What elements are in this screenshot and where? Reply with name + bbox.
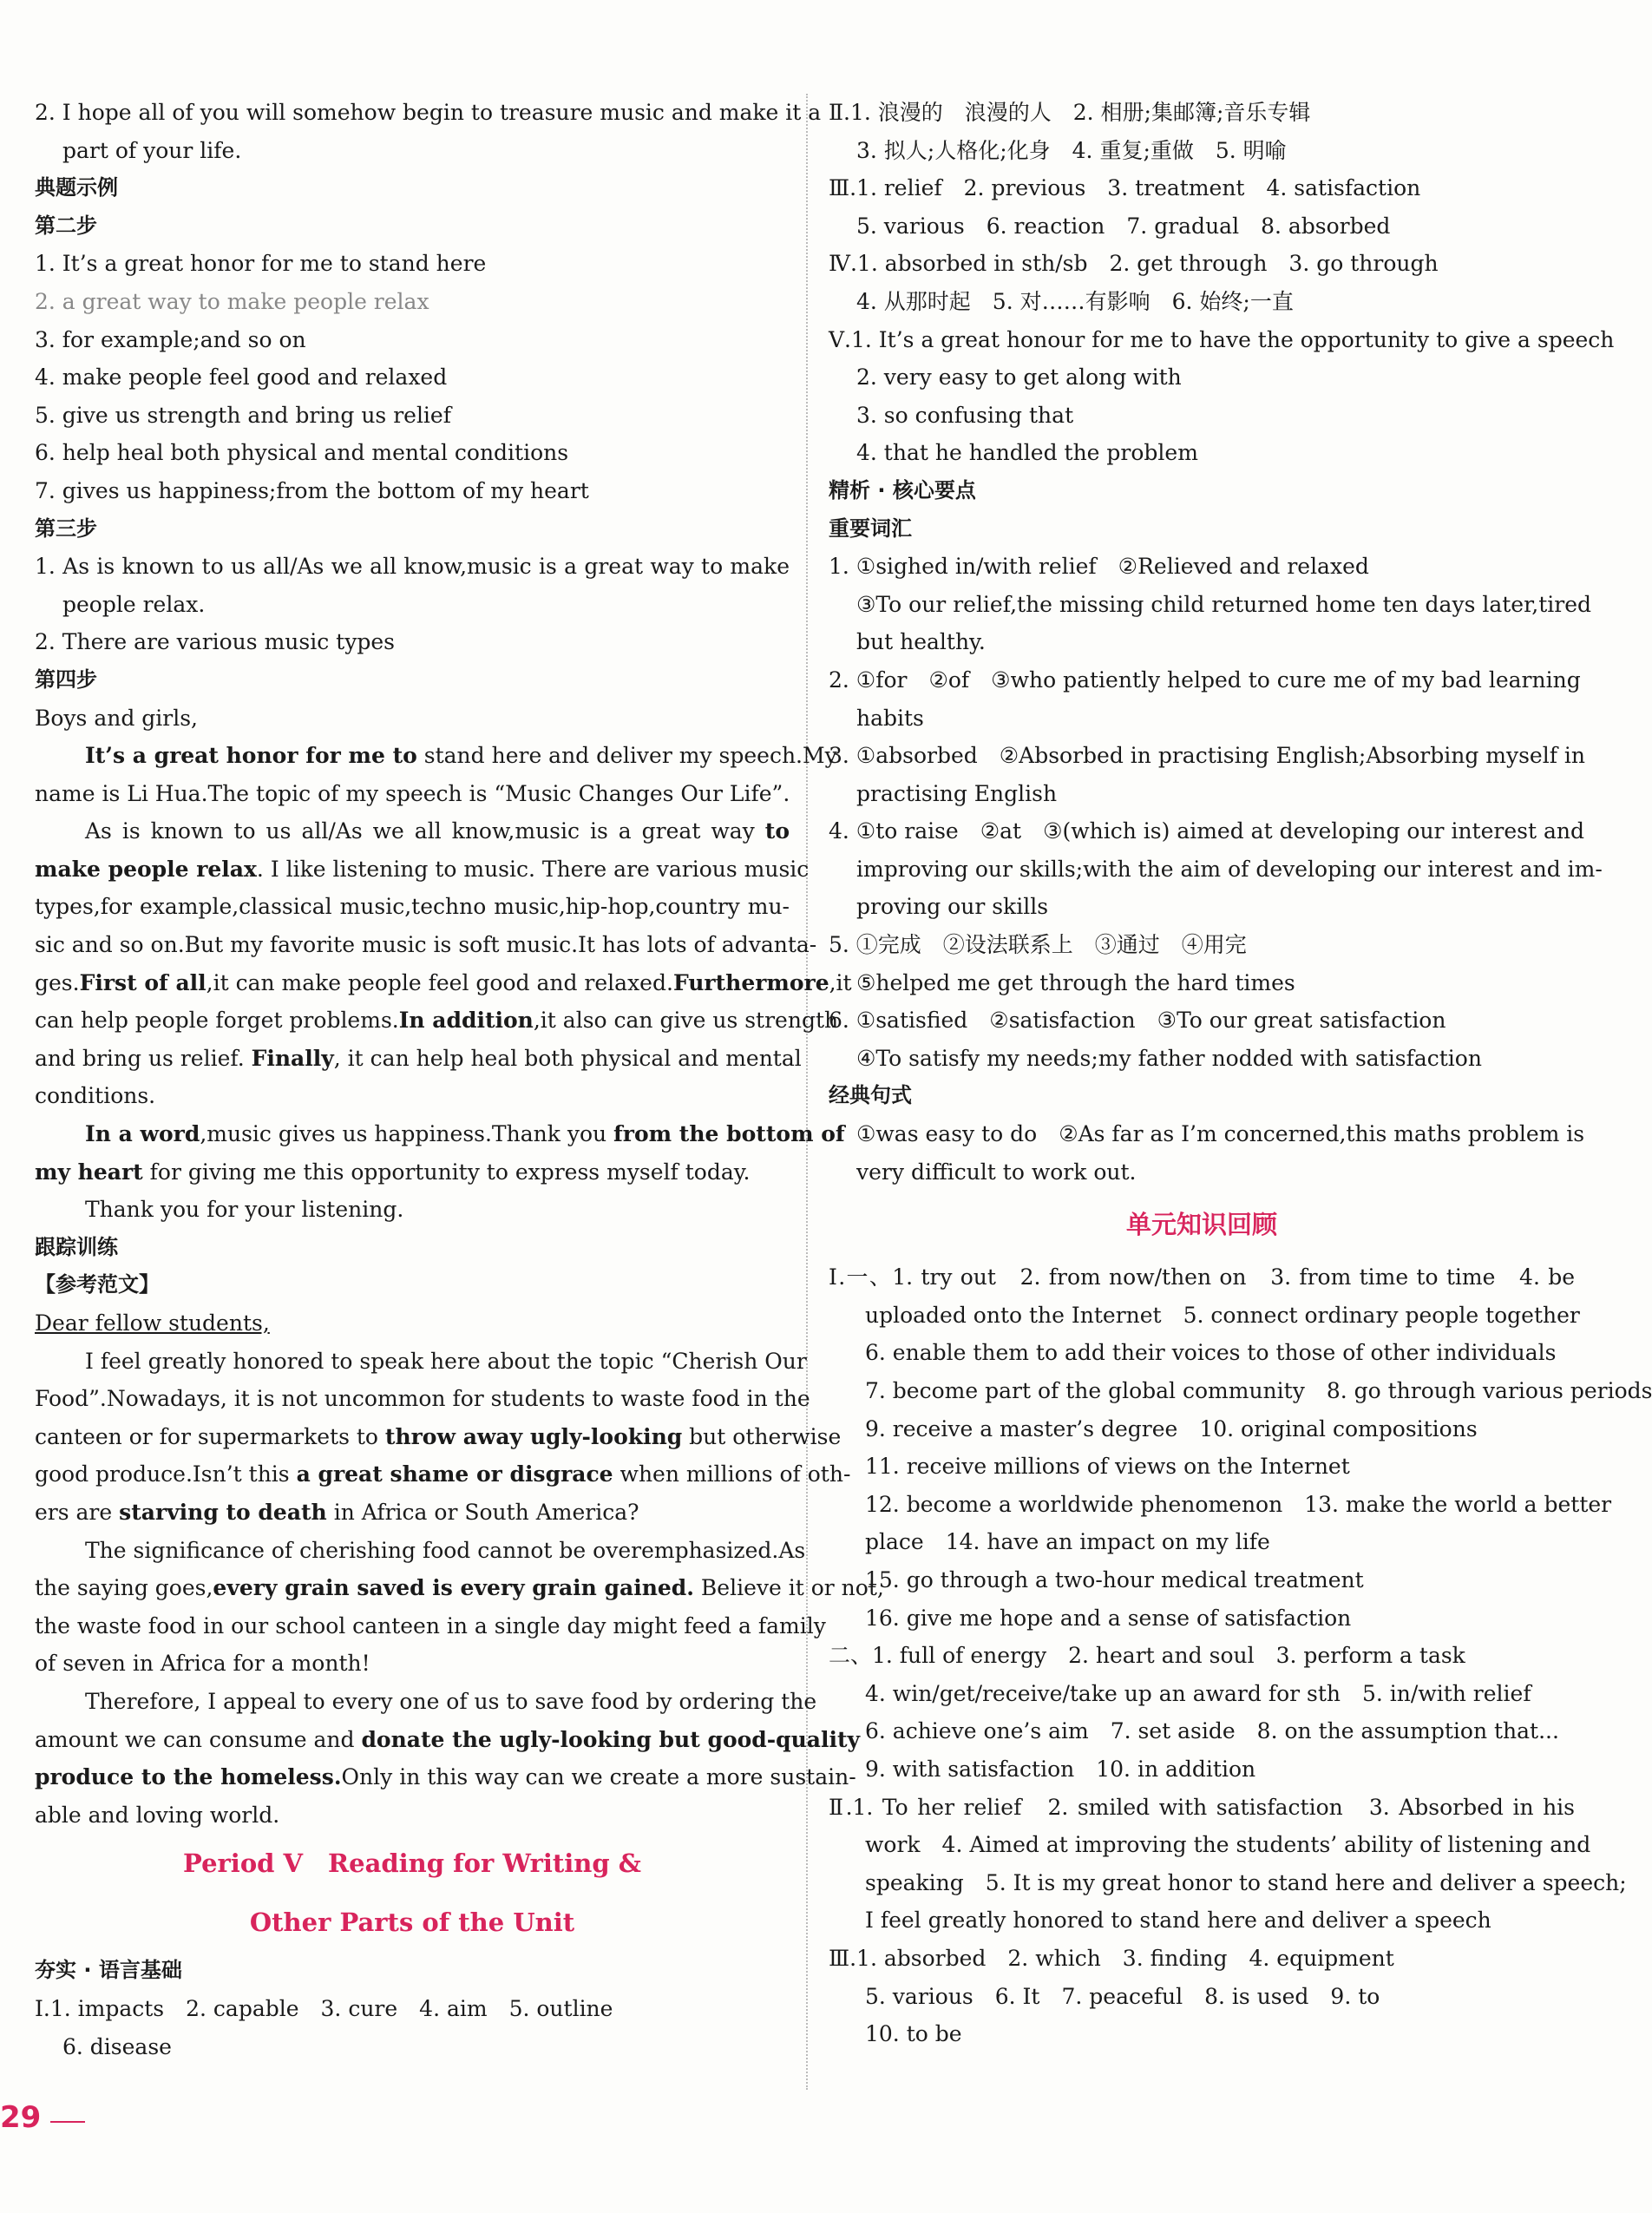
answer-line: 4. that he handled the problem (856, 440, 1198, 466)
text-line: part of your life. (62, 137, 242, 163)
answer-line: 16. give me hope and a sense of satisfaction (865, 1605, 1352, 1631)
answer-line: 2. ①for ②of ③who patiently helped to cure me of my bad learning (829, 667, 1581, 693)
answer-line: habits (856, 705, 924, 731)
phrase: ers are (35, 1499, 120, 1525)
text-line (35, 1455, 851, 1494)
bold-phrase: make people relax (35, 856, 257, 882)
list-item: 7. gives us happiness;from the bottom of my heart (35, 477, 589, 503)
phrase: can help people forget problems. (35, 1008, 399, 1034)
section-heading: 【参考范文】 (35, 1272, 160, 1297)
list-item: 3. for example;and so on (35, 326, 306, 352)
answer-line: proving our skills (856, 894, 1049, 920)
phrase: for giving me this opportunity to express myself today. (142, 1159, 751, 1185)
answer-line: ④To satisfy my needs;my father nodded with satisfaction (856, 1045, 1482, 1071)
phrase: amount we can consume and (35, 1726, 362, 1752)
answer-line: place 14. have an impact on my life (865, 1529, 1270, 1555)
section-heading: 夯实 · 语言基础 (35, 1958, 182, 1983)
period-title-line1: Period Ⅴ Reading for Writing & (183, 1849, 641, 1879)
phrase: when millions of oth- (613, 1461, 851, 1487)
text-line (35, 1115, 845, 1153)
answer-line: 6. ①satisfied ②satisfaction ③To our great satisfaction (829, 1008, 1446, 1034)
phrase: ,music gives us happiness.Thank you (200, 1121, 614, 1147)
bold-phrase: starving to death (119, 1499, 327, 1525)
bold-phrase: Finally (251, 1045, 334, 1071)
answer-line: 5. various 6. It 7. peaceful 8. is used 9. to (865, 1983, 1380, 2009)
salutation: Dear fellow students, (35, 1310, 270, 1336)
answer-line: Ⅲ.1. absorbed 2. which 3. finding 4. equipment (829, 1945, 1394, 1971)
bold-phrase: from the bottom of (613, 1121, 845, 1147)
bold-phrase: to (764, 818, 790, 844)
answer-line: improving our skills;with the aim of developing our interest and im- (856, 856, 1603, 882)
answer-line: 9. receive a master’s degree 10. original compositions (865, 1415, 1478, 1441)
step-heading: 第二步 (35, 213, 97, 238)
answer-line: uploaded onto the Internet 5. connect ordinary people together (865, 1302, 1580, 1328)
bold-phrase: In a word (85, 1121, 200, 1147)
bold-phrase: throw away ugly-looking (384, 1423, 683, 1449)
bold-phrase: produce to the homeless. (35, 1764, 342, 1790)
answer-line: 2. very easy to get along with (856, 364, 1182, 391)
right-column (829, 94, 1652, 2053)
text-line (35, 1040, 802, 1078)
phrase: in Africa or South America? (326, 1499, 639, 1525)
text-line: The significance of cherishing food cannot be overemphasized.As (85, 1537, 806, 1563)
answer-line: 3. 拟人;人格化;化身 4. 重复;重做 5. 明喻 (856, 137, 1287, 163)
text-line (35, 1494, 790, 1532)
text-line (35, 850, 810, 889)
bold-phrase: It’s a great honor for me to (85, 743, 417, 769)
phrase: good produce.Isn’t this (35, 1461, 297, 1487)
step-heading: 第三步 (35, 515, 97, 541)
text-line: able and loving world. (35, 1802, 280, 1828)
section-heading: 经典句式 (829, 1083, 912, 1108)
phrase: ,it also can give us strength (533, 1008, 839, 1034)
phrase: . I like listening to music. There are various music (256, 856, 810, 882)
answer-line: work 4. Aimed at improving the students’ ability of listening and (865, 1832, 1591, 1858)
answer-line: Ⅳ.1. absorbed in sth/sb 2. get through 3. go through (829, 251, 1439, 277)
text-line (35, 1758, 856, 1796)
phrase: stand here and deliver my speech.My (416, 743, 837, 769)
unit-review-title: 单元知识回顾 (1125, 1210, 1277, 1240)
answer-line: 6. achieve one’s aim 7. set aside 8. on the assumption that... (865, 1718, 1559, 1744)
bold-phrase: In addition (398, 1008, 534, 1034)
bold-phrase: a great shame or disgrace (296, 1461, 613, 1487)
answer-line: ③To our relief,the missing child returned home ten days later,tired (856, 591, 1592, 617)
list-item: 2. There are various music types (35, 629, 395, 655)
answer-line: Ⅱ.1. 浪漫的 浪漫的人 2. 相册;集邮簿;音乐专辑 (829, 100, 1311, 125)
bold-phrase: my heart (35, 1159, 143, 1185)
period-title-line2: Other Parts of the Unit (249, 1908, 575, 1938)
answer-line: ①was easy to do ②As far as I’m concerned,this maths problem is (856, 1121, 1585, 1147)
greeting: Boys and girls, (35, 705, 199, 731)
phrase: but otherwise (682, 1423, 842, 1449)
text-line: Food”.Nowadays, it is not uncommon for students to waste food in the (35, 1386, 810, 1412)
text-line (35, 964, 852, 1002)
column-divider (806, 94, 808, 2090)
answer-line: 11. receive millions of views on the Internet (865, 1454, 1350, 1480)
phrase: canteen or for supermarkets to (35, 1423, 385, 1449)
phrase: ges. (35, 969, 80, 995)
text-line (35, 1153, 790, 1192)
bold-phrase: donate the ugly-looking but good-quality (361, 1726, 861, 1752)
answer-line: 二、1. full of energy 2. heart and soul 3. perform a task (829, 1643, 1465, 1669)
text-line: types,for example,classical music,techno music,hip-hop,country mu- (35, 894, 790, 920)
answer-line: ⑤helped me get through the hard times (856, 969, 1295, 995)
text-line: conditions. (35, 1083, 156, 1109)
answer-line: Ⅰ.1. impacts 2. capable 3. cure 4. aim 5. outline (35, 1995, 613, 2021)
answer-line: 1. ①sighed in/with relief ②Relieved and relaxed (829, 554, 1369, 580)
answer-line: 6. disease (62, 2033, 172, 2059)
answer-line: 15. go through a two-hour medical treatment (865, 1566, 1364, 1592)
phrase: ,it can make people feel good and relaxed. (206, 969, 673, 995)
text-line: name is Li Hua.The topic of my speech is “Music Changes Our Life”. (35, 780, 790, 806)
phrase: Only in this way can we create a more sustain- (341, 1764, 856, 1790)
list-item: 4. make people feel good and relaxed (35, 364, 448, 391)
list-item: 5. give us strength and bring us relief (35, 402, 451, 428)
step-heading: 第四步 (35, 667, 97, 692)
text-line (35, 1418, 842, 1456)
text-line (35, 812, 790, 850)
answer-line: but healthy. (856, 629, 986, 655)
phrase: As is known to us all/As we all know,music is a great way (85, 818, 765, 844)
answer-line: 12. become a worldwide phenomenon 13. make the world a better (865, 1491, 1612, 1517)
page-number-dash (50, 2121, 85, 2123)
text-line (35, 1001, 839, 1040)
text-line (35, 1721, 861, 1759)
section-heading: 重要词汇 (829, 515, 912, 541)
phrase: Believe it or not, (693, 1575, 884, 1601)
answer-line: Ⅴ.1. It’s a great honour for me to have the opportunity to give a speech (829, 326, 1615, 352)
text-line: Thank you for your listening. (85, 1197, 404, 1223)
list-item: 1. As is known to us all/As we all know,music is a great way to make (35, 554, 790, 580)
list-item: 1. It’s a great honor for me to stand here (35, 251, 487, 277)
phrase: the saying goes, (35, 1575, 213, 1601)
page-number: 29 (0, 2100, 42, 2135)
answer-line: 5. various 6. reaction 7. gradual 8. absorbed (856, 213, 1391, 239)
answer-line: I feel greatly honored to stand here and deliver a speech (865, 1908, 1491, 1934)
bold-phrase: every grain saved is every grain gained. (213, 1575, 694, 1601)
phrase: , it can help heal both physical and mental (333, 1045, 802, 1071)
text-line (35, 737, 837, 775)
text-line: the waste food in our school canteen in a single day might feed a family (35, 1612, 826, 1638)
answer-line: 7. become part of the global community 8. go through various periods (865, 1378, 1652, 1403)
section-heading: 跟踪训练 (35, 1234, 118, 1259)
answer-line: 6. enable them to add their voices to those of other individuals (865, 1340, 1557, 1366)
text-line: I feel greatly honored to speak here about the topic “Cherish Our (85, 1348, 807, 1374)
section-heading: 典题示例 (35, 175, 118, 200)
bold-phrase: Furthermore (672, 969, 829, 995)
list-item: 6. help heal both physical and mental conditions (35, 440, 569, 466)
answer-line: 3. so confusing that (856, 402, 1074, 428)
list-item: people relax. (62, 591, 206, 617)
answer-line: 5. ①完成 ②设法联系上 ③通过 ④用完 (829, 932, 1247, 958)
text-line (35, 1569, 884, 1607)
text-line: 2. I hope all of you will somehow begin to treasure music and make it a (35, 100, 822, 125)
answer-line: practising English (856, 780, 1058, 806)
answer-line: Ⅱ.1. To her relief 2. smiled with satisfaction 3. Absorbed in his (829, 1794, 1575, 1820)
answer-line: Ⅲ.1. relief 2. previous 3. treatment 4. satisfaction (829, 175, 1421, 201)
text-line: sic and so on.But my favorite music is soft music.It has lots of advanta- (35, 932, 817, 958)
answer-line: 3. ①absorbed ②Absorbed in practising English;Absorbing myself in (829, 743, 1586, 769)
text-line: Therefore, I appeal to every one of us to save food by ordering the (85, 1688, 817, 1714)
answer-line: 9. with satisfaction 10. in addition (865, 1756, 1256, 1782)
text-line: of seven in Africa for a month! (35, 1651, 370, 1677)
answer-line: 10. to be (865, 2021, 962, 2047)
section-heading: 精析 · 核心要点 (829, 477, 976, 502)
answer-line: 4. win/get/receive/take up an award for sth 5. in/with relief (865, 1680, 1531, 1706)
answer-line: 4. ①to raise ②at ③(which is) aimed at developing our interest and (829, 818, 1584, 844)
list-item: 2. a great way to make people relax (35, 288, 429, 314)
answer-line: 4. 从那时起 5. 对……有影响 6. 始终;一直 (856, 288, 1294, 314)
phrase: ,it (829, 969, 852, 995)
bold-phrase: First of all (79, 969, 206, 995)
answer-line: Ⅰ.一、1. try out 2. from now/then on 3. from time to time 4. be (829, 1264, 1575, 1290)
answer-line: very difficult to work out. (856, 1159, 1137, 1185)
phrase: and bring us relief. (35, 1045, 252, 1071)
answer-line: speaking 5. It is my great honor to stand here and deliver a speech; (865, 1869, 1627, 1895)
